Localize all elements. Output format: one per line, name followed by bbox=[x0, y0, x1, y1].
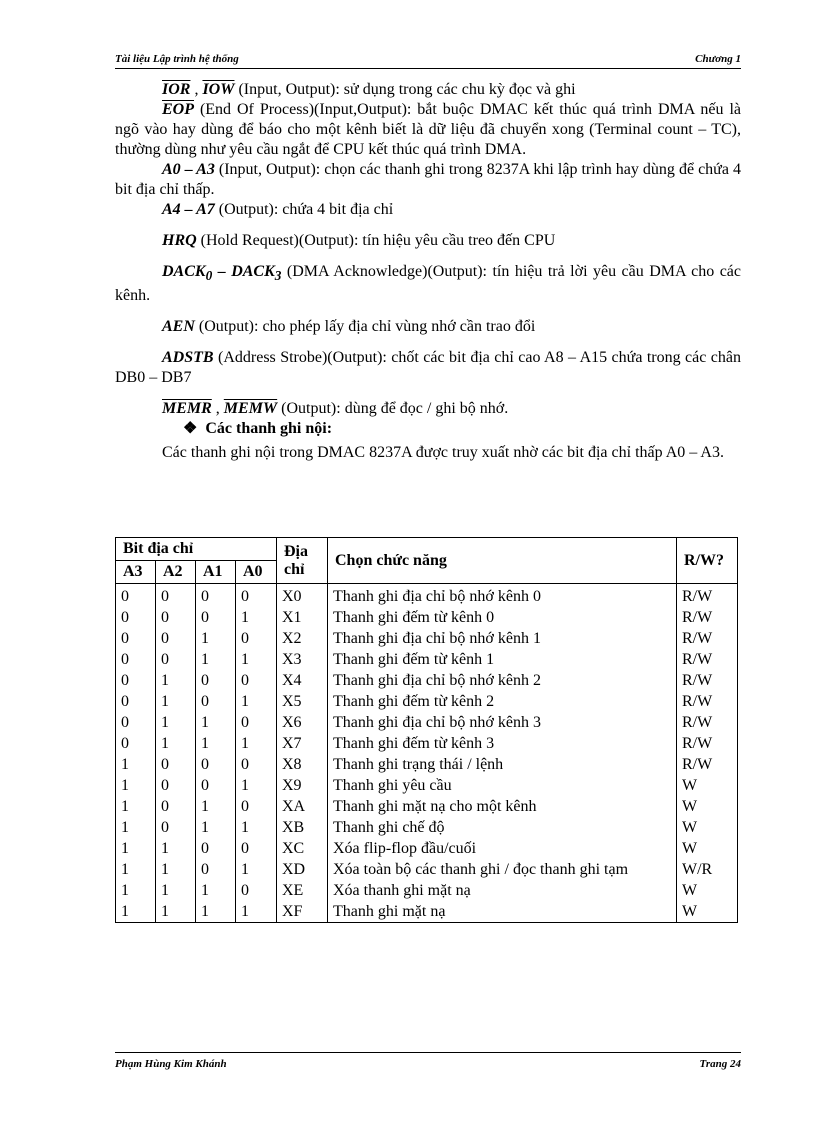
cell-a2: 0 bbox=[156, 584, 196, 608]
cell-a0: 1 bbox=[236, 691, 277, 712]
cell-address: X6 bbox=[277, 712, 328, 733]
cell-a0: 1 bbox=[236, 733, 277, 754]
signal-ior: $\overline{IOR}$ bbox=[162, 81, 191, 98]
signal-iow: $\overline{IOW}$ bbox=[202, 81, 235, 98]
cell-a0: 0 bbox=[236, 754, 277, 775]
cell-a3: 0 bbox=[116, 649, 156, 670]
table-row bbox=[116, 754, 738, 775]
cell-address: X5 bbox=[277, 691, 328, 712]
cell-a1: 0 bbox=[196, 607, 236, 628]
cell-a2: 1 bbox=[156, 901, 196, 923]
table-row bbox=[116, 838, 738, 859]
cell-address: X7 bbox=[277, 733, 328, 754]
cell-rw: R/W bbox=[677, 712, 738, 733]
cell-a1: 0 bbox=[196, 775, 236, 796]
cell-rw: R/W bbox=[677, 754, 738, 775]
separator: – bbox=[212, 263, 232, 280]
separator: , bbox=[190, 81, 203, 98]
cell-a1: 1 bbox=[196, 880, 236, 901]
cell-a0: 1 bbox=[236, 817, 277, 838]
paragraph-intro: Các thanh ghi nội trong DMAC 8237A được truy xuất nhờ các bit địa chỉ thấp A0 – A3. bbox=[162, 444, 724, 462]
paragraph-text: (End Of Process)(Input,Output): bắt buộc DMAC kết thúc quá trình DMA nếu là ngõ vào hay dùng để báo cho một kênh biết là dữ liệu đã chuyển xong (Terminal count – TC), thường dùng như yêu cầu ngắt để CPU kết thúc quá trình DMA. bbox=[115, 101, 741, 158]
footer-page-number: Trang 24 bbox=[699, 1058, 741, 1070]
footer-author: Phạm Hùng Kim Khánh bbox=[115, 1058, 227, 1070]
separator: , bbox=[211, 400, 224, 418]
cell-address: X3 bbox=[277, 649, 328, 670]
cell-a2: 0 bbox=[156, 775, 196, 796]
cell-a3: 0 bbox=[116, 670, 156, 691]
cell-a0: 1 bbox=[236, 901, 277, 923]
address-header: Địa chỉ bbox=[277, 538, 328, 584]
cell-function: Thanh ghi địa chỉ bộ nhớ kênh 2 bbox=[328, 670, 677, 691]
cell-a1: 0 bbox=[196, 670, 236, 691]
signal-aen: AEN bbox=[162, 318, 195, 336]
cell-a3: 1 bbox=[116, 817, 156, 838]
cell-a2: 0 bbox=[156, 817, 196, 838]
section-heading bbox=[115, 419, 741, 439]
paragraph-ior-iow bbox=[115, 80, 741, 100]
cell-a2: 0 bbox=[156, 649, 196, 670]
table-row bbox=[116, 628, 738, 649]
cell-a3: 1 bbox=[116, 901, 156, 923]
register-table bbox=[115, 537, 738, 923]
paragraph-text: (Input, Output): sử dụng trong các chu kỳ đọc và ghi bbox=[234, 81, 576, 98]
cell-function: Thanh ghi mặt nạ bbox=[328, 901, 677, 923]
cell-a1: 1 bbox=[196, 712, 236, 733]
cell-a1: 1 bbox=[196, 901, 236, 923]
cell-a1: 0 bbox=[196, 859, 236, 880]
cell-function: Thanh ghi chế độ bbox=[328, 817, 677, 838]
table-row bbox=[116, 901, 738, 923]
signal-dack: DACK bbox=[231, 263, 275, 280]
cell-a1: 1 bbox=[196, 733, 236, 754]
paragraph-adstb bbox=[115, 348, 741, 388]
paragraph-text: (Output): chứa 4 bit địa chỉ bbox=[214, 201, 394, 218]
bit-header-a2: A2 bbox=[156, 561, 196, 584]
paragraph-hrq bbox=[115, 231, 741, 251]
rw-header: R/W? bbox=[677, 538, 738, 584]
cell-a1: 1 bbox=[196, 817, 236, 838]
paragraph-aen bbox=[115, 317, 741, 337]
cell-address: X1 bbox=[277, 607, 328, 628]
header-title: Tài liệu Lập trình hệ thống bbox=[115, 53, 239, 65]
paragraph-dack bbox=[115, 262, 741, 306]
cell-address: XC bbox=[277, 838, 328, 859]
cell-a0: 0 bbox=[236, 628, 277, 649]
table-row bbox=[116, 859, 738, 880]
paragraph-eop bbox=[115, 100, 741, 160]
table-row bbox=[116, 733, 738, 754]
cell-a2: 0 bbox=[156, 754, 196, 775]
signal-a0-a3: A0 – A3 bbox=[162, 161, 215, 178]
cell-address: XB bbox=[277, 817, 328, 838]
cell-a3: 1 bbox=[116, 880, 156, 901]
cell-a1: 0 bbox=[196, 754, 236, 775]
cell-a0: 0 bbox=[236, 584, 277, 608]
signal-memr: MEMR bbox=[162, 400, 212, 418]
paragraph-memr-memw bbox=[115, 399, 741, 419]
bit-header-a1: A1 bbox=[196, 561, 236, 584]
cell-a1: 0 bbox=[196, 691, 236, 712]
paragraph-text: (Output): cho phép lấy địa chỉ vùng nhớ cần trao đổi bbox=[194, 318, 536, 336]
table-row bbox=[116, 775, 738, 796]
function-header: Chọn chức năng bbox=[328, 538, 677, 584]
cell-rw: R/W bbox=[677, 691, 738, 712]
paragraph-text: (Output): dùng để đọc / ghi bộ nhớ. bbox=[277, 400, 509, 418]
cell-address: XA bbox=[277, 796, 328, 817]
table-row bbox=[116, 796, 738, 817]
cell-rw: R/W bbox=[677, 607, 738, 628]
cell-a1: 1 bbox=[196, 628, 236, 649]
table-row bbox=[116, 584, 738, 608]
page-body bbox=[115, 80, 741, 463]
cell-rw: R/W bbox=[677, 733, 738, 754]
cell-address: XE bbox=[277, 880, 328, 901]
cell-a3: 1 bbox=[116, 754, 156, 775]
cell-a3: 0 bbox=[116, 584, 156, 608]
cell-a0: 0 bbox=[236, 712, 277, 733]
cell-a2: 1 bbox=[156, 733, 196, 754]
cell-a2: 0 bbox=[156, 628, 196, 649]
cell-address: XD bbox=[277, 859, 328, 880]
page-header bbox=[115, 53, 741, 65]
cell-a3: 1 bbox=[116, 859, 156, 880]
cell-address: X8 bbox=[277, 754, 328, 775]
cell-function: Thanh ghi đếm từ kênh 0 bbox=[328, 607, 677, 628]
cell-rw: W bbox=[677, 838, 738, 859]
cell-a3: 0 bbox=[116, 712, 156, 733]
diamond-bullet-icon: ❖ bbox=[183, 420, 198, 438]
header-rule bbox=[115, 68, 741, 69]
footer-rule bbox=[115, 1052, 741, 1053]
table-row bbox=[116, 670, 738, 691]
cell-a0: 0 bbox=[236, 880, 277, 901]
table-row bbox=[116, 880, 738, 901]
cell-function: Thanh ghi trạng thái / lệnh bbox=[328, 754, 677, 775]
cell-address: X4 bbox=[277, 670, 328, 691]
cell-a1: 0 bbox=[196, 584, 236, 608]
table-row bbox=[116, 691, 738, 712]
signal-hrq: HRQ bbox=[162, 232, 197, 249]
paragraph-text: (Address Strobe)(Output): chốt các bit địa chỉ cao A8 – A15 chứa trong các chân DB0 – DB7 bbox=[115, 349, 741, 387]
paragraph-a4-a7 bbox=[115, 200, 741, 220]
paragraph-text: (DMA Acknowledge)(Output): tín hiệu trả lời yêu cầu DMA cho các kênh. bbox=[115, 263, 742, 305]
section-heading-text: Các thanh ghi nội: bbox=[205, 420, 333, 438]
table-row bbox=[116, 649, 738, 670]
cell-a3: 0 bbox=[116, 607, 156, 628]
cell-a0: 0 bbox=[236, 670, 277, 691]
signal-dack: DACK bbox=[162, 263, 206, 280]
cell-a0: 1 bbox=[236, 859, 277, 880]
bit-header-a0: A0 bbox=[236, 561, 277, 584]
cell-a3: 0 bbox=[116, 691, 156, 712]
signal-a4-a7: A4 – A7 bbox=[162, 201, 215, 218]
paragraph-text: (Hold Request)(Output): tín hiệu yêu cầu treo đến CPU bbox=[196, 232, 556, 249]
cell-function: Thanh ghi yêu cầu bbox=[328, 775, 677, 796]
cell-rw: W bbox=[677, 796, 738, 817]
cell-a0: 1 bbox=[236, 607, 277, 628]
cell-function: Xóa toàn bộ các thanh ghi / đọc thanh ghi tạm bbox=[328, 859, 677, 880]
cell-a3: 0 bbox=[116, 733, 156, 754]
signal-subscript: 0 bbox=[205, 268, 213, 284]
bit-header-a3: A3 bbox=[116, 561, 156, 584]
cell-a0: 1 bbox=[236, 775, 277, 796]
cell-address: X0 bbox=[277, 584, 328, 608]
cell-a2: 1 bbox=[156, 670, 196, 691]
cell-a3: 1 bbox=[116, 775, 156, 796]
cell-a0: 0 bbox=[236, 796, 277, 817]
header-chapter: Chương 1 bbox=[695, 53, 741, 65]
cell-function: Thanh ghi địa chỉ bộ nhớ kênh 0 bbox=[328, 584, 677, 608]
cell-a0: 1 bbox=[236, 649, 277, 670]
cell-rw: R/W bbox=[677, 584, 738, 608]
signal-eop: $\overline{EOP}$ bbox=[162, 101, 194, 118]
cell-function: Thanh ghi đếm từ kênh 3 bbox=[328, 733, 677, 754]
cell-a1: 1 bbox=[196, 649, 236, 670]
page-footer bbox=[115, 1058, 741, 1070]
cell-a3: 1 bbox=[116, 796, 156, 817]
cell-a2: 1 bbox=[156, 712, 196, 733]
cell-a2: 1 bbox=[156, 838, 196, 859]
cell-rw: W bbox=[677, 901, 738, 923]
cell-a2: 1 bbox=[156, 691, 196, 712]
cell-rw: W bbox=[677, 817, 738, 838]
cell-a2: 0 bbox=[156, 607, 196, 628]
table-row bbox=[116, 607, 738, 628]
cell-rw: R/W bbox=[677, 649, 738, 670]
signal-adstb: ADSTB bbox=[162, 349, 214, 367]
bits-group-header: Bit địa chỉ bbox=[116, 538, 277, 561]
cell-function: Xóa flip-flop đầu/cuối bbox=[328, 838, 677, 859]
cell-rw: R/W bbox=[677, 628, 738, 649]
cell-function: Thanh ghi mặt nạ cho một kênh bbox=[328, 796, 677, 817]
cell-rw: R/W bbox=[677, 670, 738, 691]
paragraph-text: (Input, Output): chọn các thanh ghi trong 8237A khi lập trình hay dùng để chứa 4 bit địa chỉ thấp. bbox=[115, 161, 742, 198]
cell-a0: 0 bbox=[236, 838, 277, 859]
cell-a1: 0 bbox=[196, 838, 236, 859]
cell-rw: W bbox=[677, 880, 738, 901]
cell-function: Thanh ghi địa chỉ bộ nhớ kênh 1 bbox=[328, 628, 677, 649]
cell-a1: 1 bbox=[196, 796, 236, 817]
cell-address: X9 bbox=[277, 775, 328, 796]
cell-function: Thanh ghi địa chỉ bộ nhớ kênh 3 bbox=[328, 712, 677, 733]
paragraph-a0-a3 bbox=[115, 160, 741, 200]
cell-a3: 0 bbox=[116, 628, 156, 649]
cell-rw: W/R bbox=[677, 859, 738, 880]
cell-a3: 1 bbox=[116, 838, 156, 859]
cell-a2: 1 bbox=[156, 880, 196, 901]
cell-function: Thanh ghi đếm từ kênh 2 bbox=[328, 691, 677, 712]
cell-a2: 0 bbox=[156, 796, 196, 817]
signal-memw: MEMW bbox=[223, 400, 278, 418]
signal-subscript: 3 bbox=[274, 268, 282, 284]
cell-function: Thanh ghi đếm từ kênh 1 bbox=[328, 649, 677, 670]
cell-address: X2 bbox=[277, 628, 328, 649]
cell-a2: 1 bbox=[156, 859, 196, 880]
table-row bbox=[116, 817, 738, 838]
cell-rw: W bbox=[677, 775, 738, 796]
cell-function: Xóa thanh ghi mặt nạ bbox=[328, 880, 677, 901]
cell-address: XF bbox=[277, 901, 328, 923]
table-row bbox=[116, 712, 738, 733]
